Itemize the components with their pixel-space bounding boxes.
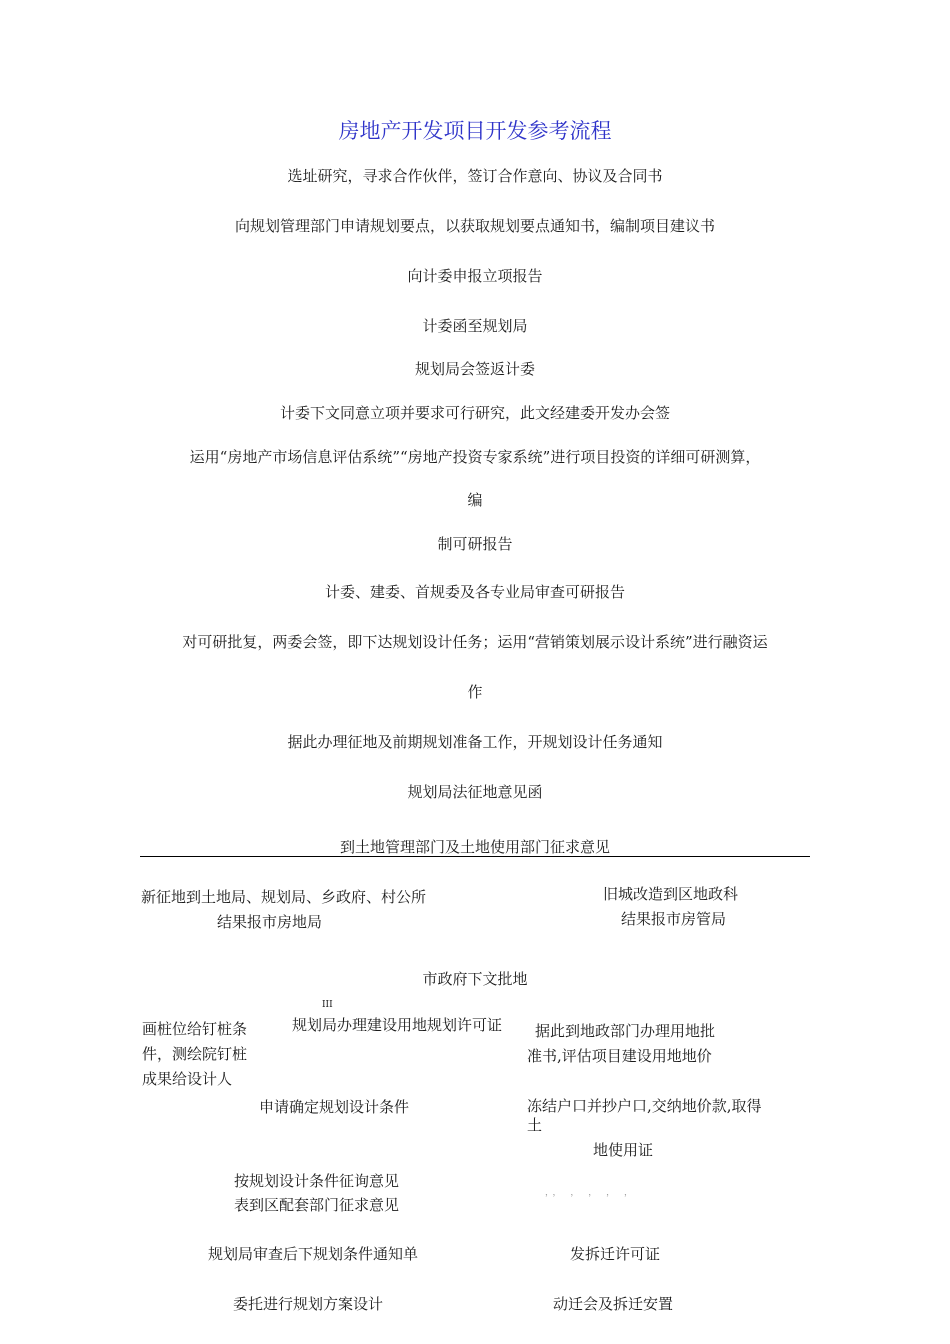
step-feasibility-calc-cont: 编 bbox=[467, 491, 483, 509]
stake-line2: 件，测绘院钉桩 bbox=[142, 1045, 248, 1063]
step-planning-points: 向规划管理部门申请规划要点，以获取规划要点通知书，编制项目建议书 bbox=[234, 217, 715, 235]
step-land-opinion-letter: 规划局法征地意见函 bbox=[407, 783, 543, 801]
step-land-prep: 据此办理征地及前期规划准备工作，开规划设计任务通知 bbox=[287, 733, 663, 751]
step-feasibility-calc: 运用“房地产市场信息评估系统”“房地产投资专家系统”进行项目投资的详细可研测算， bbox=[189, 448, 761, 466]
design-consult-line1: 按规划设计条件征询意见 bbox=[234, 1172, 400, 1190]
step-countersign: 规划局会签返计委 bbox=[414, 360, 535, 378]
branch-new-land-line2: 结果报市房地局 bbox=[217, 913, 323, 931]
step-feasibility-request: 计委下文同意立项并要求可行研究，此文经建委开发办会签 bbox=[279, 404, 670, 422]
step-approval-cont: 作 bbox=[467, 683, 483, 701]
step-site-research: 选址研究，寻求合作伙伴，签订合作意向、协议及合同书 bbox=[287, 167, 663, 185]
planning-notice: 规划局审查后下规划条件通知单 bbox=[208, 1245, 419, 1263]
right-line4: 土 bbox=[527, 1116, 543, 1134]
step-review: 计委、建委、首规委及各专业局审查可研报告 bbox=[324, 583, 625, 601]
demolition-permit: 发拆迁许可证 bbox=[570, 1245, 661, 1263]
right-line1: 据此到地政部门办理用地批 bbox=[535, 1022, 716, 1040]
stake-line1: 画桩位给钉桩条 bbox=[142, 1020, 248, 1038]
faint-residue: ，， ， ， ， ， bbox=[545, 1188, 636, 1198]
city-gov-approval: 市政府下文批地 bbox=[422, 970, 528, 988]
step-approval: 对可研批复，两委会签，即下达规划设计任务；运用“营销策划展示设计系统”进行融资运 bbox=[182, 633, 768, 651]
right-line5: 地使用证 bbox=[593, 1141, 654, 1159]
step-land-dept-opinion: 到土地管理部门及土地使用部门征求意见 bbox=[339, 838, 610, 856]
page-title: 房地产开发项目开发参考流程 bbox=[338, 119, 612, 143]
branch-new-land-line1: 新征地到土地局、规划局、乡政府、村公所 bbox=[141, 888, 427, 906]
relocation: 动迁会及拆迁安置 bbox=[553, 1295, 674, 1313]
branch-old-city-line2: 结果报市房管局 bbox=[621, 910, 727, 928]
branch-old-city-line1: 旧城改造到区地政科 bbox=[603, 885, 739, 903]
right-line3: 冻结户口并抄户口,交纳地价款,取得 bbox=[527, 1097, 762, 1115]
design-conditions: 申请确定规划设计条件 bbox=[259, 1098, 410, 1116]
step-letter-to-planning: 计委函至规划局 bbox=[422, 317, 528, 335]
design-consult-line2: 表到区配套部门征求意见 bbox=[234, 1196, 400, 1214]
step-feasibility-report: 制可研报告 bbox=[437, 535, 513, 553]
stake-line3: 成果给设计人 bbox=[142, 1070, 233, 1088]
right-line2: 准书,评估项目建设用地地价 bbox=[527, 1047, 712, 1065]
scheme-design: 委托进行规划方案设计 bbox=[233, 1295, 384, 1313]
step-project-report: 向计委申报立项报告 bbox=[407, 267, 543, 285]
mark-label: III bbox=[322, 1000, 333, 1010]
divider-line bbox=[140, 856, 810, 857]
land-use-permit: 规划局办理建设用地规划许可证 bbox=[292, 1016, 503, 1034]
